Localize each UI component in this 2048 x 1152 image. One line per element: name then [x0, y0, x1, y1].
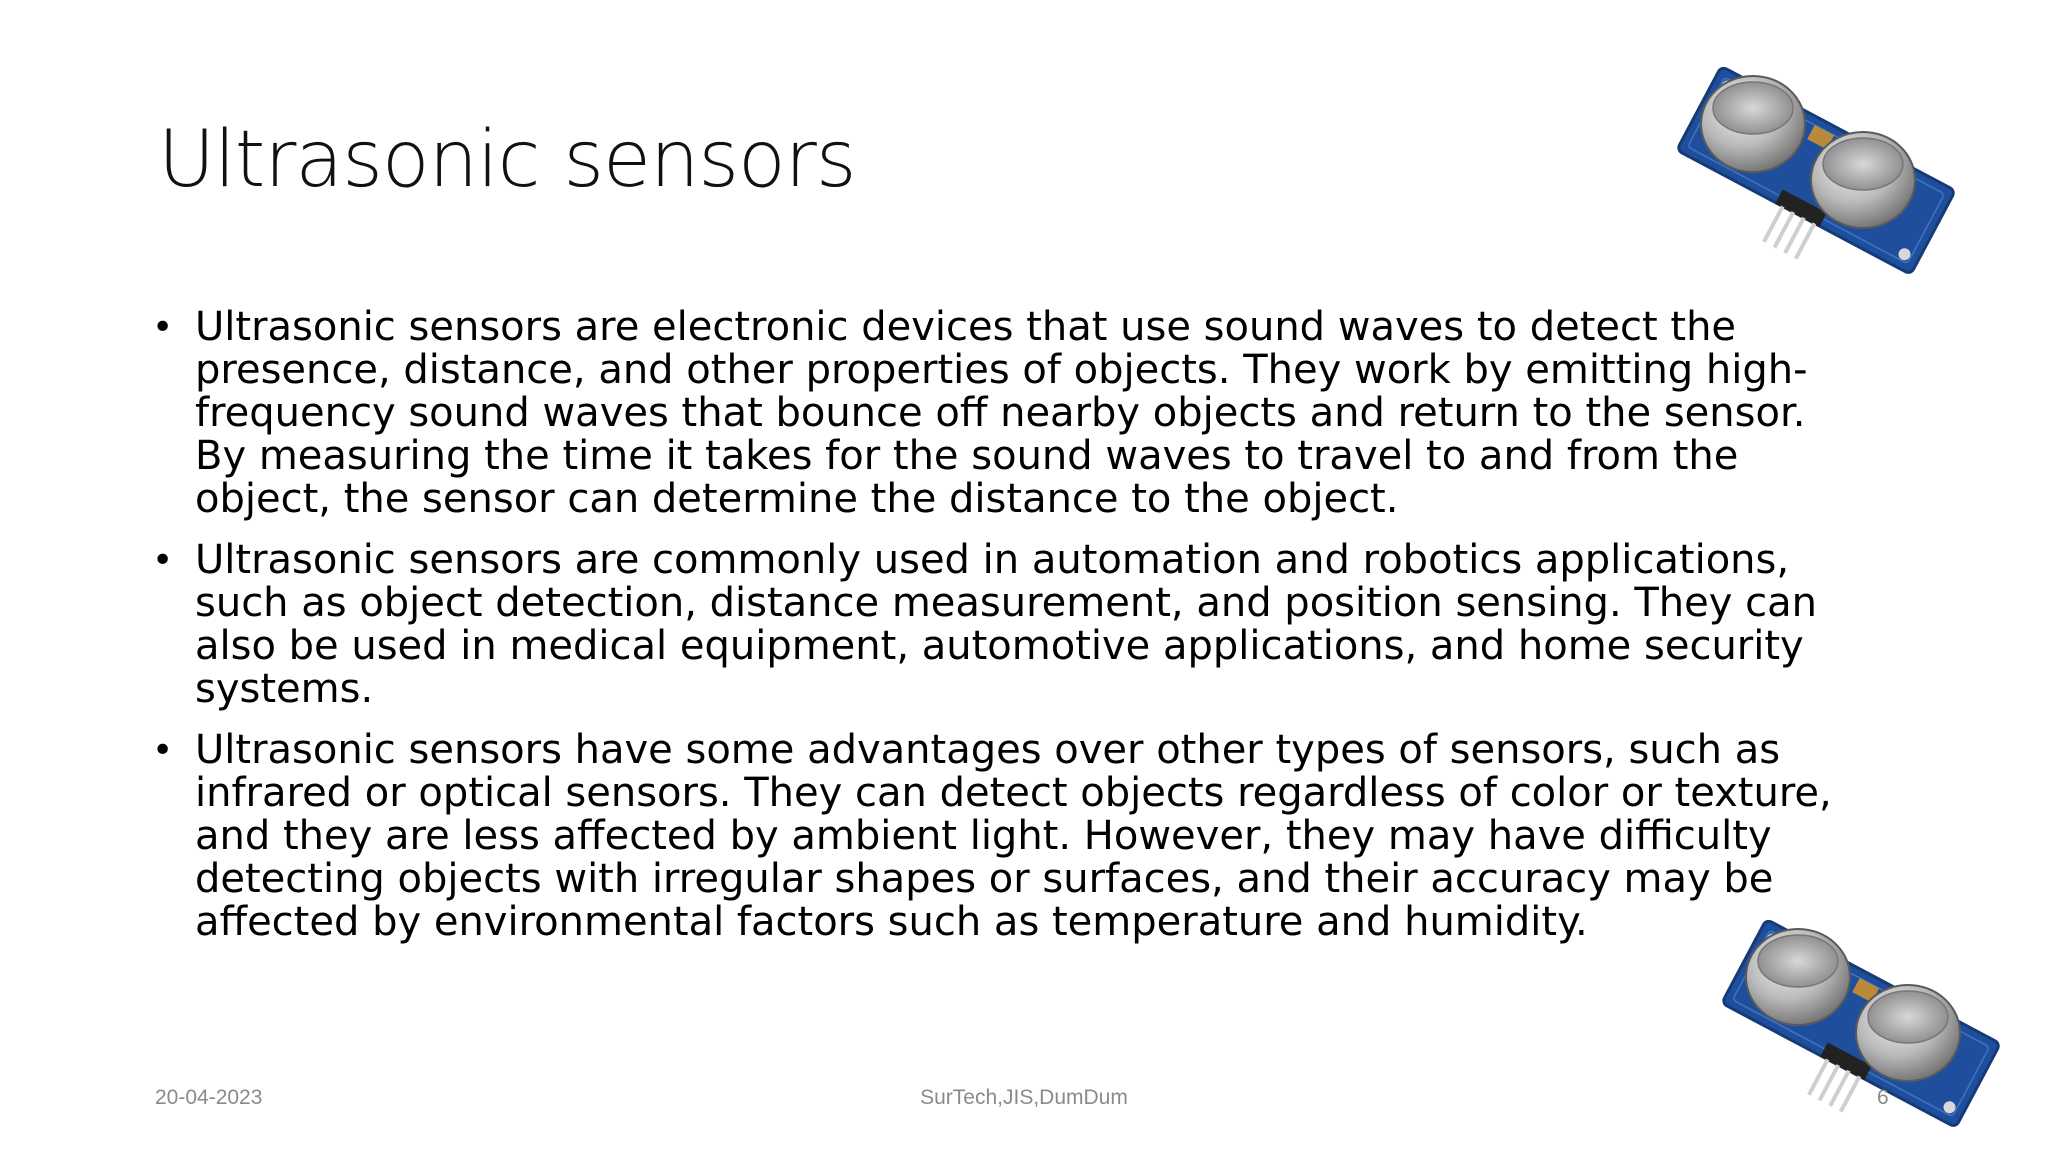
footer-date: 20-04-2023 [155, 1086, 263, 1109]
bullet-item: • Ultrasonic sensors are electronic devices that use sound waves to detect the presence, distance, and other properties of objects. They work by emitting high- frequency sound waves that bounce off nearby objects and return to the sensor. By measuring the time it takes for the sound waves to travel to and from the object, the sensor can determine the distance to the object. [152, 306, 1892, 521]
bullet-item: • Ultrasonic sensors are commonly used in automation and robotics applications, such as object detection, distance measurement, and position sensing. They can also be used in medical equipment, automotive applications, and home security systems. [152, 539, 1892, 711]
slide-number: 6 [1877, 1086, 1889, 1109]
ultrasonic-sensor-image [1665, 52, 1965, 282]
slide-title: Ultrasonic sensors [158, 115, 856, 205]
footer-center-text: SurTech,JIS,DumDum [920, 1086, 1128, 1109]
bullet-item: • Ultrasonic sensors have some advantages over other types of sensors, such as infrared or optical sensors. They can detect objects regardless of color or texture, and they are less affected by ambient light. However, they may have difficulty detecting objects with irregular shapes or surfaces, and their accuracy may be affected by environmental factors such as temperature and humidity. [152, 729, 1892, 944]
bullet-list [152, 306, 1892, 962]
